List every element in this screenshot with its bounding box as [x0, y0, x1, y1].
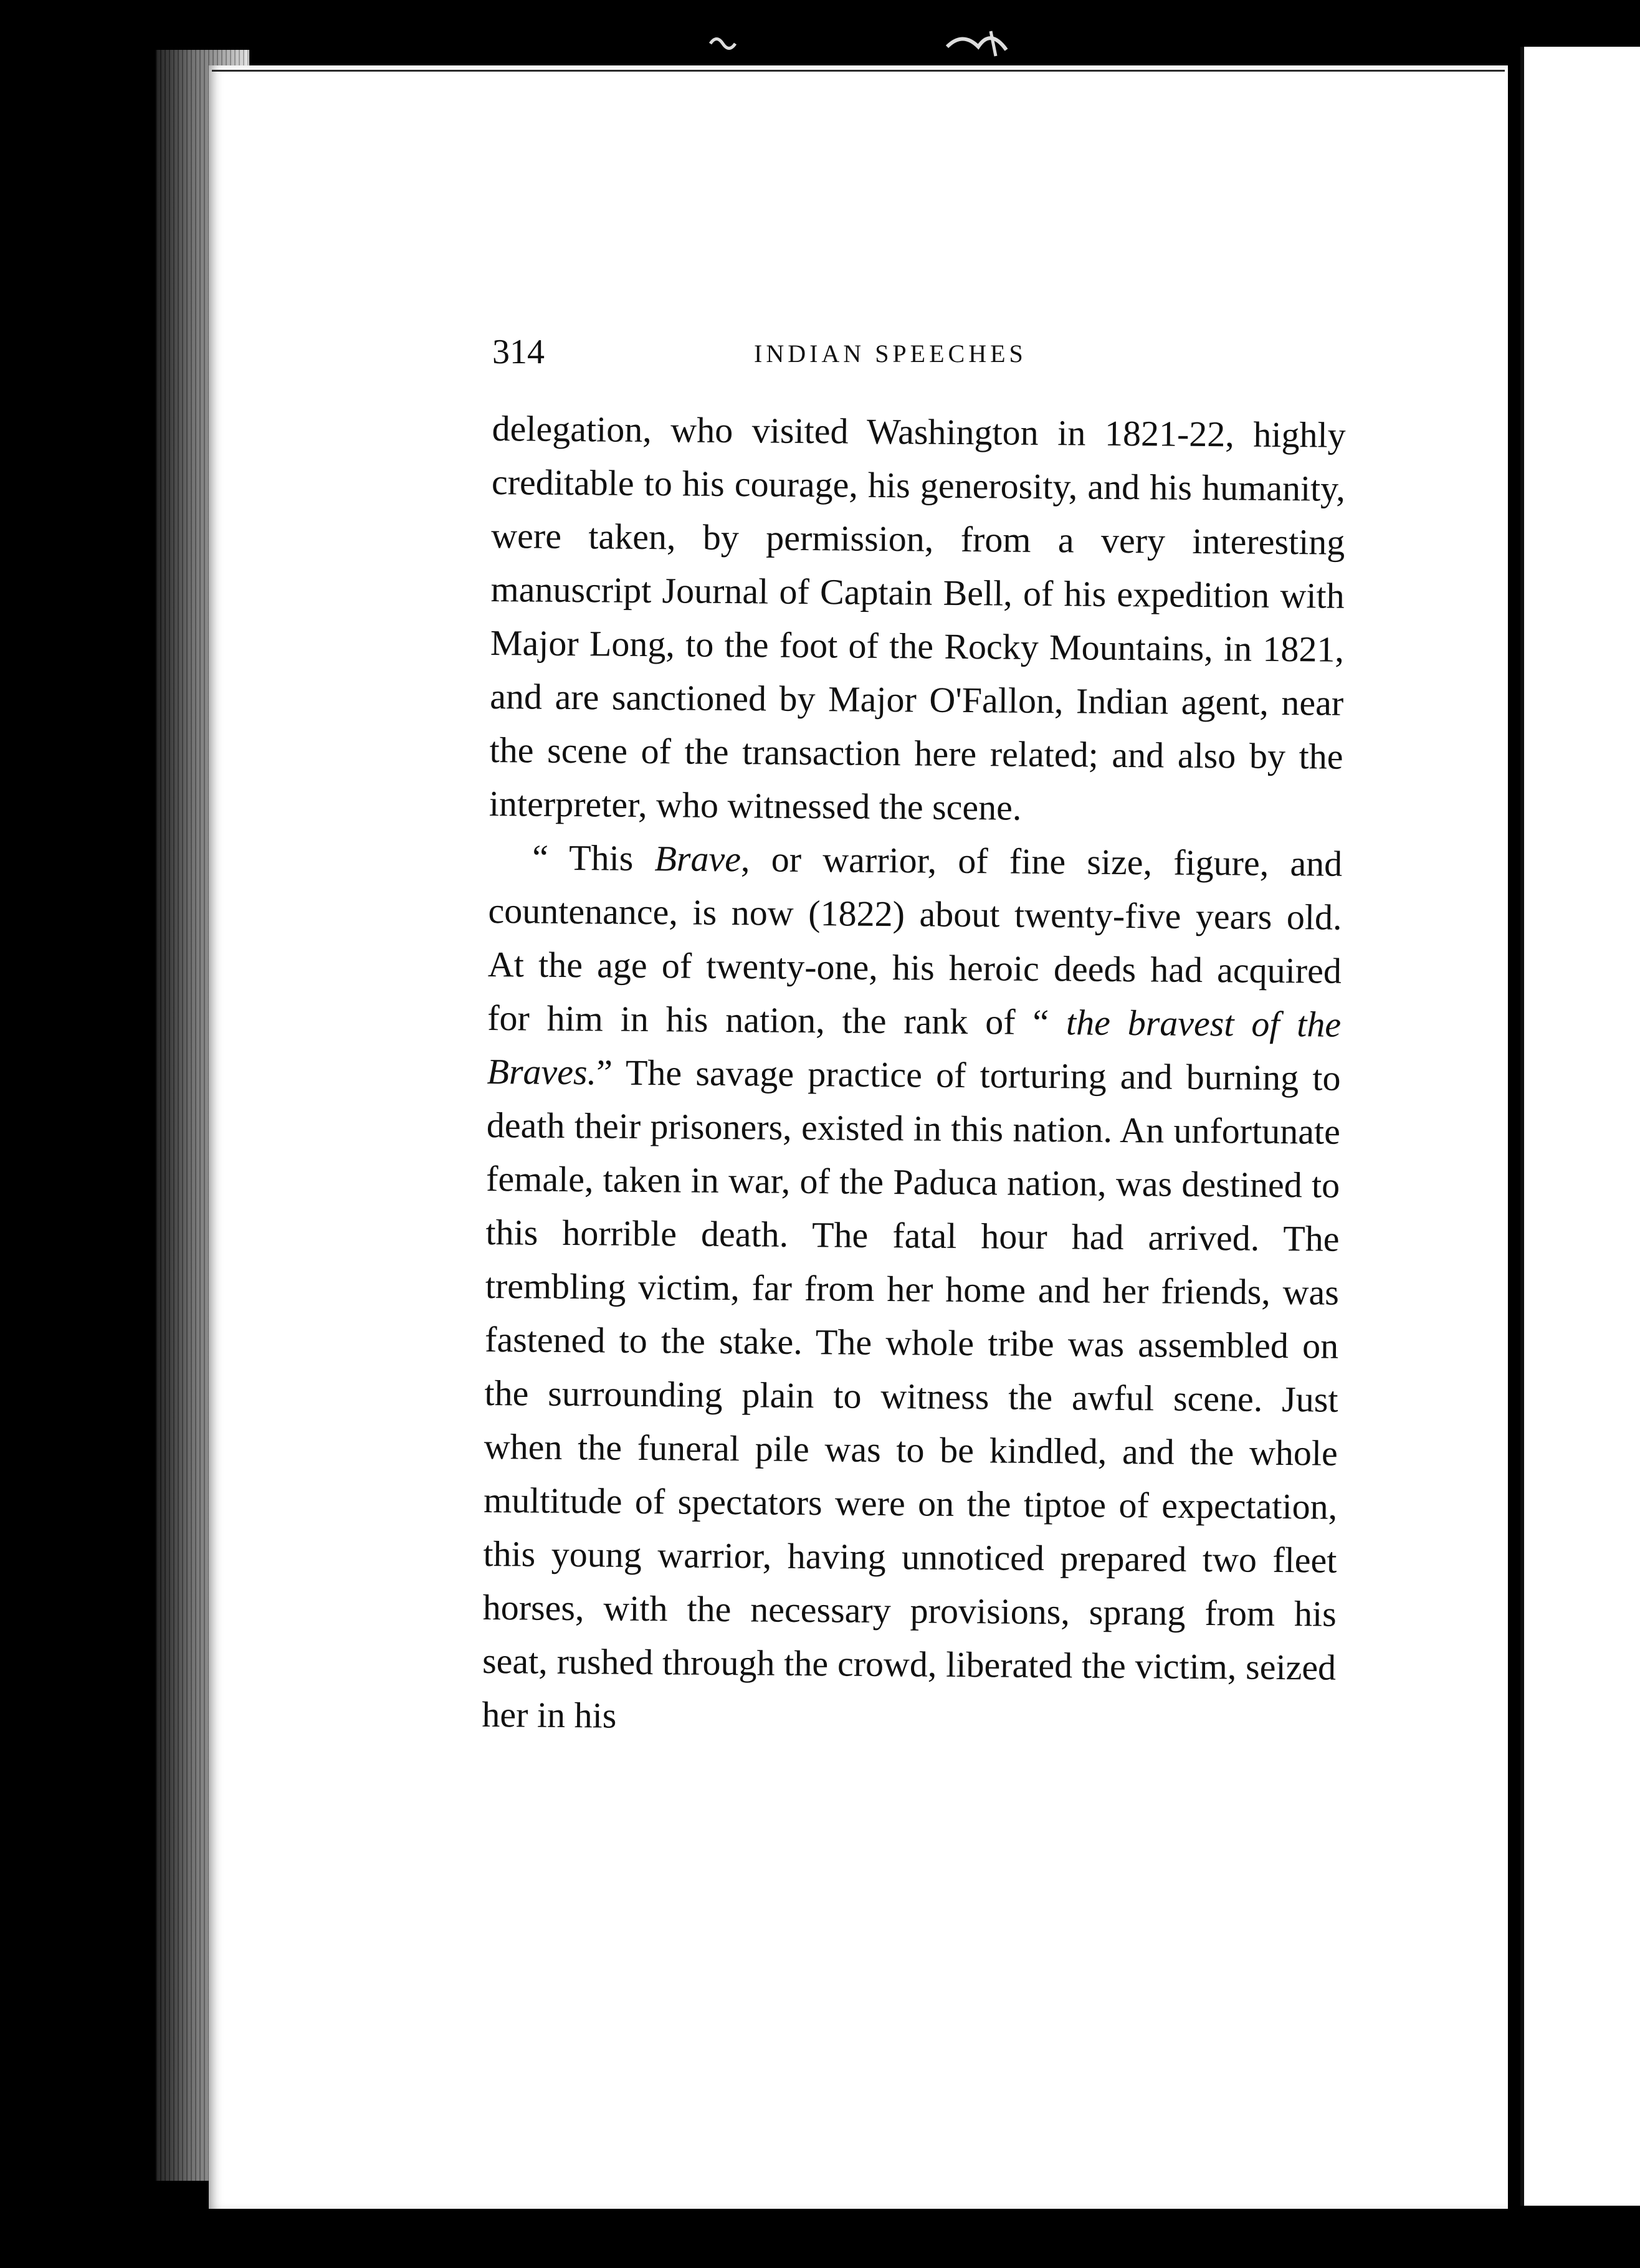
paragraph-2 — [482, 831, 1342, 1748]
italic-bravest: the bravest of the Braves. — [487, 1002, 1342, 1093]
page-header — [492, 330, 1358, 374]
paragraph-2-part-b: ” The savage practice of torturing and burning to death their prisoners, existed in this nation. An unfortunate female, taken in war, of the Paduca nation, was destined to this horrible death. The fatal hour had arrived. The trembling victim, far from her home and her friends, was fastened to the stake. The whole tribe was assembled on the surrounding plain to witness the awful scene. Just when the funeral pile was to be kindled, and the whole multitude of spectators were on the tiptoe of expectation, this young warrior, having unnoticed prepared two fleet horses, with the necessary provisions, sprang from his seat, rushed through the crowd, liberated the victim, seized her in his — [482, 1052, 1341, 1736]
page-number: 314 — [492, 333, 545, 371]
page-top-edge — [212, 70, 1505, 72]
paragraph-2-part-a: , or warrior, of fine size, figure, and countenance, is now (1822) about twenty-five years old. At the age of twenty-one, his heroic deeds had acquired for him in his nation, the rank of “ — [487, 839, 1343, 1043]
scan-smudge-mark — [698, 25, 1047, 62]
paragraph-1: delegation, who visited Washington in 1821-22, highly creditable to his courage, his generosity, and his humanity, were taken, by permission, from a very interesting manuscript Journal of Captain Bell, of his expedition with Major Long, to the foot of the Rocky Mountains, in 1821, and are sanctioned by Major O'Fallon, Indian agent, near the scene of the transaction here related; and also by the interpreter, who witnessed the scene. — [489, 407, 1346, 828]
body-text — [482, 402, 1346, 1748]
running-head: INDIAN SPEECHES — [754, 340, 1027, 368]
paragraph-2-open: “ This — [532, 837, 655, 879]
facing-page-edge — [1520, 47, 1640, 2206]
italic-brave: Brave — [654, 838, 741, 880]
